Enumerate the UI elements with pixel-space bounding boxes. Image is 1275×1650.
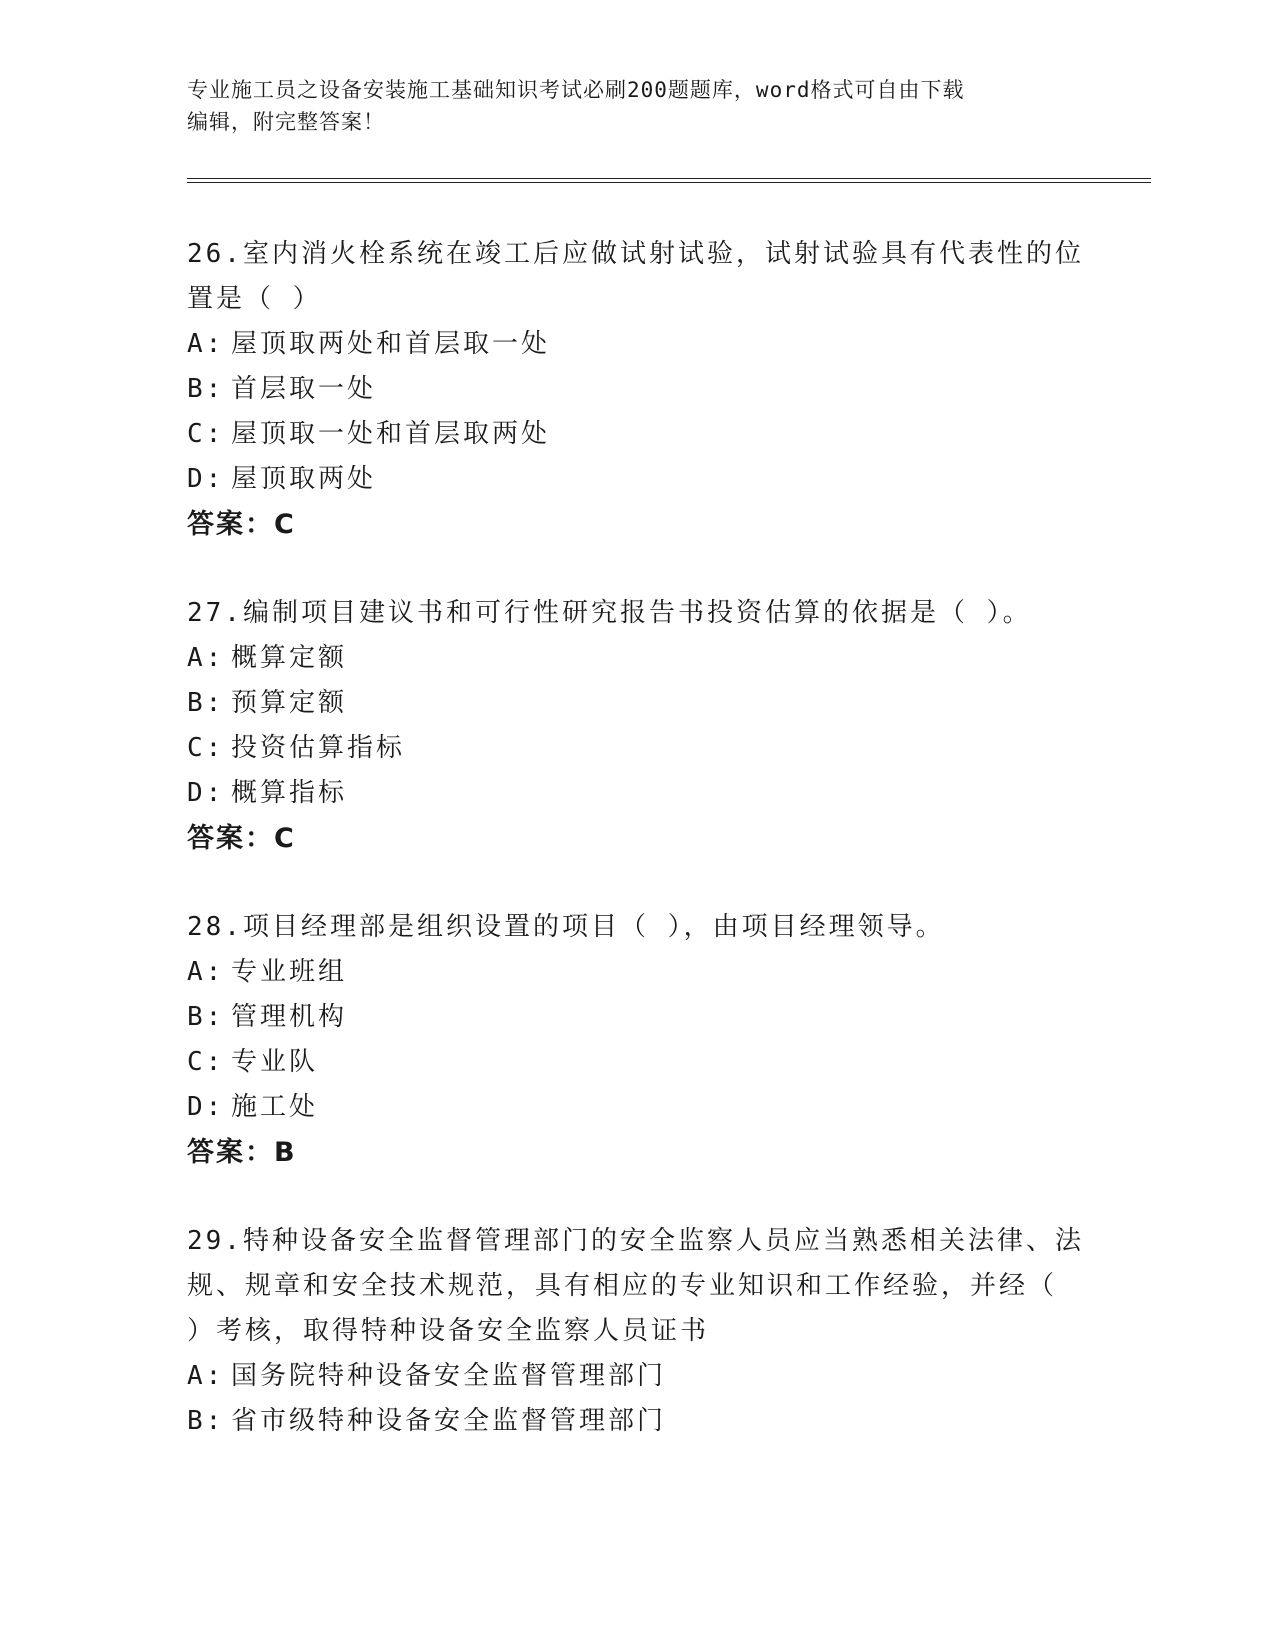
option-letter: A:	[187, 329, 225, 359]
option-a	[187, 1354, 1087, 1399]
document-header	[187, 74, 1087, 138]
option-text: 概算定额	[231, 643, 348, 673]
option-b	[187, 681, 1087, 726]
question-text: 29.特种设备安全监督管理部门的安全监察人员应当熟悉相关法律、法	[187, 1226, 1084, 1256]
header-divider-bottom	[187, 182, 1151, 183]
option-c	[187, 412, 1087, 457]
option-d	[187, 771, 1087, 816]
option-text: 预算定额	[231, 688, 348, 718]
question-28	[187, 905, 1087, 1175]
option-letter: A:	[187, 643, 225, 673]
answer-label: 答案：C	[187, 823, 296, 854]
option-letter: C:	[187, 419, 225, 449]
question-text: 规、规章和安全技术规范，具有相应的专业知识和工作经验，并经（	[187, 1271, 1058, 1301]
option-text: 国务院特种设备安全监督管理部门	[231, 1361, 667, 1391]
option-text: 专业班组	[231, 957, 348, 987]
option-b	[187, 1399, 1087, 1444]
header-line-2: 编辑，附完整答案！	[187, 110, 385, 134]
option-c	[187, 1040, 1087, 1085]
option-text: 专业队	[231, 1047, 319, 1077]
option-b	[187, 995, 1087, 1040]
option-text: 管理机构	[231, 1002, 348, 1032]
question-26	[187, 232, 1087, 547]
question-text: 置是（ ）	[187, 284, 322, 314]
option-b	[187, 367, 1087, 412]
option-text: 屋顶取两处	[231, 464, 377, 494]
option-letter: D:	[187, 1092, 225, 1122]
question-text: 27.编制项目建议书和可行性研究报告书投资估算的依据是（ ）。	[187, 598, 1032, 628]
option-letter: B:	[187, 374, 225, 404]
option-letter: A:	[187, 957, 225, 987]
question-text: ）考核，取得特种设备安全监察人员证书	[187, 1316, 710, 1346]
option-text: 概算指标	[231, 778, 348, 808]
answer-label: 答案：C	[187, 509, 296, 540]
header-line-1: 专业施工员之设备安装施工基础知识考试必刷200题题库，word格式可自由下载	[187, 78, 965, 102]
header-divider-top	[187, 178, 1151, 179]
option-d	[187, 457, 1087, 502]
option-letter: B:	[187, 1406, 225, 1436]
option-text: 施工处	[231, 1092, 319, 1122]
option-d	[187, 1085, 1087, 1130]
option-a	[187, 322, 1087, 367]
option-a	[187, 636, 1087, 681]
option-text: 投资估算指标	[231, 733, 406, 763]
question-27	[187, 591, 1087, 861]
option-letter: C:	[187, 733, 225, 763]
option-letter: D:	[187, 778, 225, 808]
question-text: 28.项目经理部是组织设置的项目（ ），由项目经理领导。	[187, 912, 945, 942]
question-list	[187, 232, 1087, 1488]
option-text: 屋顶取两处和首层取一处	[231, 329, 551, 359]
answer-label: 答案：B	[187, 1137, 297, 1168]
option-letter: B:	[187, 688, 225, 718]
option-text: 屋顶取一处和首层取两处	[231, 419, 551, 449]
question-29	[187, 1219, 1087, 1444]
option-letter: D:	[187, 464, 225, 494]
option-c	[187, 726, 1087, 771]
option-text: 省市级特种设备安全监督管理部门	[231, 1406, 667, 1436]
option-text: 首层取一处	[231, 374, 377, 404]
option-letter: C:	[187, 1047, 225, 1077]
question-text: 26.室内消火栓系统在竣工后应做试射试验，试射试验具有代表性的位	[187, 239, 1084, 269]
option-a	[187, 950, 1087, 995]
option-letter: B:	[187, 1002, 225, 1032]
option-letter: A:	[187, 1361, 225, 1391]
